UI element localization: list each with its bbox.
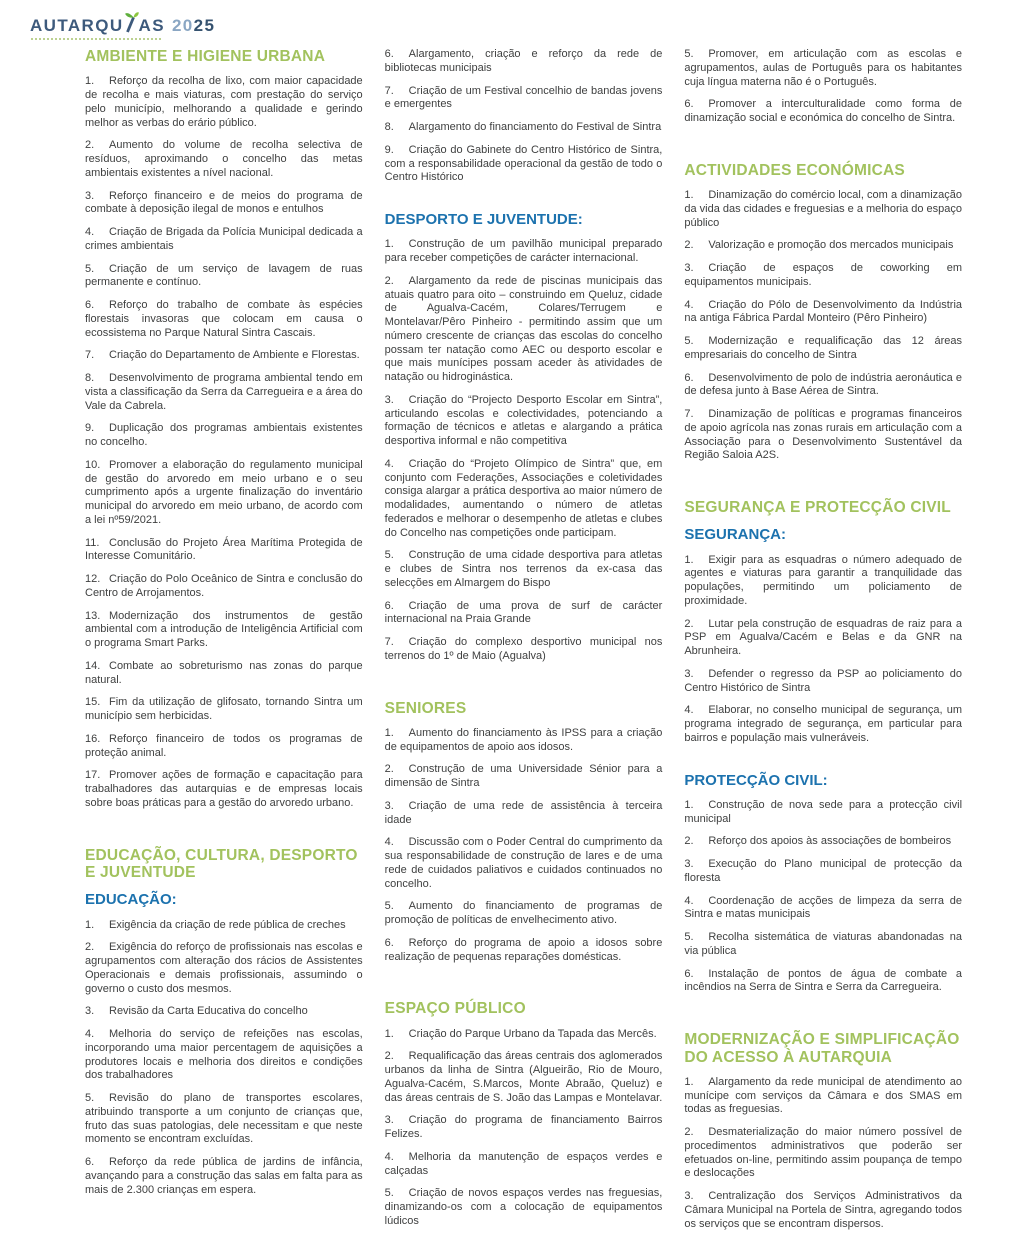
- item-number: 1.: [85, 75, 95, 88]
- list-item: [385, 549, 663, 590]
- item-text: Reforço do programa de apoio a idosos sobre realização de pequenas reparações domésticas.: [384, 936, 663, 963]
- item-text: Reforço do trabalho de combate às espécies florestais invasoras que colocam em causa o ecossistema no Parque Natural Sintra Cascais.: [85, 299, 363, 339]
- item-number: 7.: [85, 349, 95, 362]
- item-number: 3.: [684, 858, 694, 871]
- list-item: [85, 1028, 363, 1083]
- list-item: [85, 263, 363, 291]
- section: [684, 499, 962, 746]
- section-heading: MODERNIZAÇÃO E SIMPLIFICAÇÃO DO ACESSO À AUTARQUIA: [684, 1031, 960, 1066]
- item-number: 12.: [85, 573, 101, 586]
- list-item: [684, 858, 962, 886]
- item-text: Centralização dos Serviços Administrativos da Câmara Municipal na Portela de Sintra, agregando todos os serviços que se encontram dispersos.: [684, 1190, 963, 1230]
- item-number: 14.: [85, 659, 101, 672]
- list-item: [385, 937, 663, 965]
- item-number: 3.: [684, 667, 694, 680]
- list-item: [85, 190, 363, 218]
- list-item: [85, 769, 363, 810]
- list-item: [684, 1126, 962, 1181]
- item-number: 4.: [384, 457, 394, 470]
- item-text: Instalação de pontos de água de combate a incêndios na Serra de Sintra e Serra da Carregueira.: [684, 967, 963, 994]
- item-text: Criação de uma prova de surf de carácter internacional na Praia Grande: [384, 599, 663, 626]
- list-item: [684, 1076, 962, 1117]
- item-text: Valorização e promoção dos mercados municipais: [708, 239, 954, 252]
- item-text: Criação de Brigada da Polícia Municipal dedicada a crimes ambientais: [85, 226, 363, 252]
- section: [684, 1031, 962, 1231]
- logo-dotted-underline: [31, 38, 161, 40]
- section-heading: ESPAÇO PÚBLICO: [384, 1000, 526, 1018]
- item-number: 13.: [85, 609, 101, 622]
- list-item: [85, 139, 363, 180]
- section-heading: ACTIVIDADES ECONÓMICAS: [684, 161, 905, 179]
- list-item: [85, 696, 363, 724]
- item-text: Recolha sistemática de viaturas abandonadas na via pública: [684, 931, 963, 957]
- item-number: 2.: [684, 1126, 694, 1139]
- item-text: Construção de um pavilhão municipal preparado para receber competições de carácter internacional.: [384, 238, 663, 264]
- list-item: [85, 299, 363, 340]
- item-number: 10.: [85, 458, 101, 471]
- item-number: 3.: [85, 1005, 95, 1018]
- list-item: [85, 372, 363, 413]
- item-text: Exigência do reforço de profissionais nas escolas e agrupamentos com alteração dos rácios de Assistentes Operacionais e demais profissionais, assumindo o governo o custo dos mesmos.: [85, 941, 363, 995]
- list-item: [385, 1151, 663, 1179]
- item-text: Criação do programa de financiamento Bairros Felizes.: [384, 1114, 663, 1141]
- section-subheading: DESPORTO E JUVENTUDE:: [384, 211, 583, 228]
- item-text: Combate ao sobreturismo nas zonas do parque natural.: [85, 659, 363, 686]
- section: [684, 48, 962, 126]
- item-text: Promover a elaboração do regulamento municipal de gestão do arvoredo em meio urbano e o seu cumprimento após a urgente finalização do inventário municipal do arvoredo em meio urbano, de acordo com a lei nº59/2021.: [85, 458, 363, 526]
- list-item: [85, 537, 363, 565]
- item-number: 4.: [684, 298, 694, 311]
- list-item: [85, 349, 363, 363]
- item-number: 3.: [85, 189, 95, 202]
- item-number: 4.: [384, 1150, 394, 1163]
- item-text: Reforço financeiro e de meios do programa de combate à deposição ilegal de monos e entulhos: [85, 189, 363, 216]
- item-text: Criação do Pólo de Desenvolvimento da Indústria na antiga Fábrica Pardal Monteiro (Pêro Pinheiro): [684, 298, 963, 325]
- item-number: 1.: [85, 918, 95, 931]
- item-number: 2.: [384, 1050, 394, 1063]
- list-item: [684, 931, 962, 959]
- item-text: Construção de uma cidade desportiva para atletas e clubes de Sintra nos terrenos da ex-casa das selecções em Almargem do Bispo: [384, 549, 663, 589]
- item-text: Promover, em articulação com as escolas e agrupamentos, aulas de Português para os habitantes cuja língua materna não é o Português.: [684, 48, 963, 88]
- item-text: Desmaterialização do maior número possível de procedimentos administrativos que poderão ser efetuados on-line, permitindo assim poupança de tempo e deslocações: [684, 1126, 963, 1180]
- item-text: Criação de uma rede de assistência à terceira idade: [384, 799, 663, 826]
- item-number: 6.: [684, 967, 694, 980]
- list-item: [684, 98, 962, 126]
- item-text: Fim da utilização de glifosato, tornando Sintra um município sem herbicidas.: [85, 696, 363, 723]
- item-number: 3.: [684, 262, 694, 275]
- list-item: [684, 968, 962, 996]
- item-number: 5.: [384, 1187, 394, 1200]
- list-item: [385, 458, 663, 541]
- item-text: Criação do Departamento de Ambiente e Florestas.: [109, 349, 360, 362]
- list-item: [385, 275, 663, 385]
- item-text: Melhoria da manutenção de espaços verdes e calçadas: [384, 1150, 663, 1177]
- list-item: [684, 668, 962, 696]
- logo-part2: AS: [138, 16, 165, 35]
- list-item: [385, 636, 663, 664]
- item-text: Criação do Parque Urbano da Tapada das Mercês.: [408, 1027, 657, 1040]
- item-number: 1.: [684, 553, 694, 566]
- section: [85, 847, 363, 1198]
- item-number: 5.: [85, 262, 95, 275]
- item-text: Aumento do financiamento às IPSS para a criação de equipamentos de apoio aos idosos.: [384, 726, 663, 753]
- list-item: [85, 660, 363, 688]
- logo-year-25: 25: [193, 16, 216, 35]
- item-number: 5.: [384, 900, 394, 913]
- item-number: 2.: [85, 139, 95, 152]
- item-text: Modernização dos instrumentos de gestão ambiental com a introdução de Inteligência Artificial com o programa Smart Parks.: [85, 609, 363, 650]
- item-number: 3.: [384, 393, 394, 406]
- item-text: Coordenação de acções de limpeza da serra de Sintra e matas municipais: [684, 894, 963, 921]
- logo-year-20: 20: [171, 16, 194, 35]
- list-item: [385, 238, 663, 266]
- item-text: Promover ações de formação e capacitação para trabalhadores das autarquias e de empresas locais sobre boas práticas para a gestão do arvoredo urbano.: [85, 769, 363, 809]
- list-item: [385, 900, 663, 928]
- list-item: [385, 600, 663, 628]
- item-text: Criação de novos espaços verdes nas freguesias, dinamizando-os com a colocação de equipamentos lúdicos: [384, 1187, 663, 1227]
- section-heading: AMBIENTE E HIGIENE URBANA: [85, 48, 326, 65]
- item-number: 1.: [384, 726, 394, 739]
- item-number: 15.: [85, 696, 101, 709]
- document-columns: [85, 48, 962, 1240]
- item-number: 2.: [384, 763, 394, 776]
- leaf-sprout-icon: [125, 12, 139, 35]
- item-text: Modernização e requalificação das 12 áreas empresariais do concelho de Sintra: [684, 335, 963, 361]
- item-number: 9.: [384, 143, 394, 156]
- logo-text: [30, 12, 962, 34]
- list-item: [85, 733, 363, 761]
- item-number: 4.: [384, 836, 394, 849]
- item-number: 2.: [384, 274, 394, 287]
- section: [684, 772, 962, 996]
- item-number: 1.: [684, 1075, 694, 1088]
- list-item: [385, 1028, 663, 1042]
- item-text: Dinamização do comércio local, com a dinamização da vida das cidades e freguesias e a melhoria do espaço público: [684, 189, 963, 229]
- item-text: Criação do “Projecto Desporto Escolar em Sintra”, articulando escolas e colectividades, potenciando a formação de técnicos e atletas e alargando a prática desportiva informal e não competitiva: [384, 393, 663, 447]
- list-item: [684, 895, 962, 923]
- item-number: 6.: [684, 98, 694, 111]
- list-item: [85, 1005, 363, 1019]
- list-item: [85, 226, 363, 254]
- list-item: [684, 408, 962, 463]
- item-text: Exigência da criação de rede pública de creches: [109, 918, 346, 931]
- section-subheading: SEGURANÇA:: [684, 526, 787, 544]
- item-text: Melhoria do serviço de refeições nas escolas, incorporando uma maior percentagem de aquisições a produtores locais e melhoria dos direitos e condições dos trabalhadores: [85, 1028, 363, 1082]
- list-item: [385, 1050, 663, 1105]
- item-text: Aumento do financiamento de programas de promoção de políticas de envelhecimento ativo.: [384, 900, 663, 927]
- item-number: 8.: [384, 121, 394, 133]
- column-3: [684, 48, 962, 1240]
- list-item: [385, 800, 663, 828]
- item-text: Alargamento da rede de piscinas municipais das atuais quatro para oito – construindo em Queluz, cidade de Agualva-Cacém, Colares/Terrugem e Montelavar/Pêro Pinheiro - permitindo assim que um número crescente de crianças das escolas do concelho possam ter natação como AEC ou desporto escolar e que mais munícipes possam aceder às atividades de natação ou hidroginástica.: [384, 274, 663, 383]
- item-text: Dinamização de políticas e programas financeiros de apoio agrícola nas zonas rurais em articulação com a Associação para o Desenvolvimento Sustentável da Região Saloia A2S.: [684, 408, 963, 462]
- list-item: [385, 1114, 663, 1142]
- list-item: [85, 1092, 363, 1147]
- column-2: [385, 48, 663, 1240]
- item-text: Requalificação das áreas centrais dos aglomerados urbanos da linha de Sintra (Algueirão, Rio de Mouro, Agualva-Cacém, S.Marcos, Monte Abraão, Queluz) e das áreas centrais de S. João das Lampas e Montelavar.: [384, 1050, 663, 1104]
- item-text: Lutar pela construção de esquadras de raiz para a PSP em Agualva/Cacém e Belas e da GNR na Abrunheira.: [684, 617, 963, 658]
- item-number: 2.: [85, 941, 95, 954]
- item-text: Reforço financeiro de todos os programas de proteção animal.: [85, 732, 363, 759]
- list-item: [85, 1156, 363, 1197]
- list-item: [385, 85, 663, 113]
- item-number: 5.: [384, 549, 394, 562]
- item-text: Criação do Polo Oceânico de Sintra e conclusão do Centro de Arrojamentos.: [85, 573, 363, 599]
- list-item: [684, 239, 962, 253]
- item-number: 5.: [85, 1092, 95, 1105]
- item-text: Criação de um serviço de lavagem de ruas permanente e contínuo.: [85, 262, 363, 289]
- item-text: Reforço dos apoios às associações de bombeiros: [708, 835, 952, 848]
- item-number: 2.: [684, 617, 694, 630]
- item-number: 6.: [684, 371, 694, 384]
- item-number: 5.: [684, 48, 694, 60]
- item-text: Criação de espaços de coworking em equipamentos municipais.: [684, 262, 963, 288]
- item-number: 11.: [85, 536, 100, 549]
- item-number: 7.: [684, 408, 694, 421]
- list-item: [684, 372, 962, 400]
- list-item: [385, 394, 663, 449]
- item-number: 4.: [684, 704, 694, 717]
- list-item: [684, 799, 962, 827]
- item-text: Alargamento do financiamento do Festival de Sintra: [408, 121, 662, 133]
- item-text: Criação do Gabinete do Centro Histórico de Sintra, com a responsabilidade operacional da gestão de todo o Centro Histórico: [384, 143, 663, 184]
- item-text: Revisão da Carta Educativa do concelho: [109, 1005, 308, 1018]
- item-text: Construção de nova sede para a protecção civil municipal: [684, 798, 963, 825]
- section-heading: SENIORES: [384, 699, 467, 717]
- section: [385, 700, 663, 965]
- list-item: [684, 554, 962, 609]
- item-number: 1.: [384, 1027, 394, 1040]
- list-item: [684, 299, 962, 327]
- list-item: [85, 459, 363, 528]
- section: [85, 48, 363, 811]
- section-heading: SEGURANÇA E PROTECÇÃO CIVIL: [684, 499, 951, 517]
- list-item: [85, 422, 363, 450]
- logo-autarquias-2025: [30, 12, 962, 40]
- item-text: Reforço da recolha de lixo, com maior capacidade de recolha e mais viaturas, com prestação do serviço pelo município, melhorando a qualidade e gerindo melhor as verbas do erário público.: [85, 75, 363, 129]
- item-text: Execução do Plano municipal de protecção da floresta: [684, 858, 963, 884]
- list-item: [385, 144, 663, 185]
- item-number: 1.: [684, 798, 694, 811]
- item-number: 7.: [384, 84, 394, 97]
- item-text: Criação de um Festival concelhio de bandas jovens e emergentes: [384, 84, 663, 111]
- section-subheading: EDUCAÇÃO:: [85, 891, 177, 909]
- list-item: [684, 335, 962, 363]
- item-text: Alargamento da rede municipal de atendimento ao munícipe com serviços da Câmara e dos SMAS em todas as freguesias.: [684, 1075, 963, 1116]
- section-subheading: PROTECÇÃO CIVIL:: [684, 771, 828, 789]
- item-number: 4.: [85, 1028, 95, 1041]
- item-number: 6.: [384, 48, 394, 60]
- item-number: 2.: [684, 239, 694, 252]
- list-item: [385, 121, 663, 135]
- item-number: 2.: [684, 835, 694, 848]
- list-item: [85, 919, 363, 933]
- item-text: Desenvolvimento de polo de indústria aeronáutica e de defesa junto à Base Aérea de Sintra.: [684, 371, 963, 398]
- item-text: Alargamento, criação e reforço da rede de bibliotecas municipais: [384, 48, 663, 74]
- list-item: [85, 941, 363, 996]
- item-number: 9.: [85, 422, 95, 435]
- item-number: 3.: [384, 1114, 394, 1127]
- item-number: 4.: [684, 894, 694, 907]
- list-item: [684, 48, 962, 89]
- item-text: Discussão com o Poder Central do cumprimento da sua responsabilidade de construção de lares e de uma rede de cuidados paliativos e cuidados continuados no concelho.: [384, 836, 663, 890]
- list-item: [684, 189, 962, 230]
- list-item: [385, 48, 663, 76]
- logo-part1: AUTARQU: [30, 16, 124, 35]
- item-text: Reforço da rede pública de jardins de infância, avançando para a construção das salas em falta para as mais de 2.300 crianças em espera.: [85, 1156, 363, 1196]
- item-number: 6.: [384, 599, 394, 612]
- item-number: 7.: [384, 636, 394, 648]
- list-item: [684, 835, 962, 849]
- list-item: [684, 1190, 962, 1231]
- item-text: Revisão do plano de transportes escolares, atribuindo transporte a um conjunto de crianças que, fruto das suas patologias, dele necessitam e que neste momento se encontram excluídas.: [85, 1092, 363, 1146]
- item-number: 3.: [684, 1190, 694, 1203]
- item-number: 16.: [85, 732, 101, 745]
- item-number: 6.: [85, 299, 95, 312]
- list-item: [684, 262, 962, 290]
- item-text: Promover a interculturalidade como forma de dinamização social e económica do concelho de Sintra.: [684, 98, 963, 124]
- item-text: Aumento do volume de recolha selectiva de resíduos, aproximando o concelho das metas ambientais existentes a nível nacional.: [85, 139, 363, 179]
- list-item: [385, 763, 663, 791]
- item-number: 17.: [85, 769, 101, 782]
- item-number: 4.: [85, 226, 95, 239]
- list-item: [385, 727, 663, 755]
- item-number: 3.: [384, 799, 394, 812]
- item-number: 6.: [85, 1156, 95, 1169]
- list-item: [85, 573, 363, 601]
- item-text: Criação do “Projeto Olímpico de Sintra” que, em conjunto com Federações, Associações e coletividades consiga alargar a prática desportiva ao maior número de modalidades, aumentando o número de atletas federados e melhorar o desempenho de atletas e clubes do Concelho nas competições onde participam.: [384, 457, 663, 539]
- item-text: Duplicação dos programas ambientais existentes no concelho.: [85, 422, 363, 449]
- item-text: Defender o regresso da PSP ao policiamento do Centro Histórico de Sintra: [684, 667, 963, 694]
- item-text: Exigir para as esquadras o número adequado de agentes e viaturas para garantir a tranquilidade das populações, permitindo um policiamento de proximidade.: [684, 553, 963, 607]
- item-text: Conclusão do Projeto Área Marítima Protegida de Interesse Comunitário.: [85, 536, 363, 563]
- list-item: [684, 704, 962, 745]
- list-item: [684, 618, 962, 659]
- column-1: [85, 48, 363, 1240]
- section: [385, 1000, 663, 1228]
- section: [684, 162, 962, 463]
- section: [385, 48, 663, 185]
- item-number: 1.: [684, 189, 694, 202]
- section: [385, 211, 663, 664]
- item-number: 5.: [684, 335, 694, 348]
- item-number: 6.: [384, 936, 394, 949]
- item-number: 5.: [684, 931, 694, 944]
- item-text: Elaborar, no conselho municipal de segurança, um programa integrado de segurança, em particular para bairros e população mais vulneráveis.: [684, 704, 963, 744]
- item-number: 1.: [384, 238, 394, 251]
- item-number: 8.: [85, 372, 95, 385]
- section-heading: EDUCAÇÃO, CULTURA, DESPORTO E JUVENTUDE: [85, 846, 358, 881]
- list-item: [85, 75, 363, 130]
- item-text: Construção de uma Universidade Sénior para a dimensão de Sintra: [384, 763, 663, 790]
- item-text: Criação do complexo desportivo municipal nos terrenos do 1º de Maio (Agualva): [384, 636, 663, 662]
- list-item: [85, 610, 363, 651]
- list-item: [385, 836, 663, 891]
- item-text: Desenvolvimento de programa ambiental tendo em vista a classificação da Serra da Carregueira e a área do Vale da Cabrela.: [85, 372, 363, 412]
- list-item: [385, 1187, 663, 1228]
